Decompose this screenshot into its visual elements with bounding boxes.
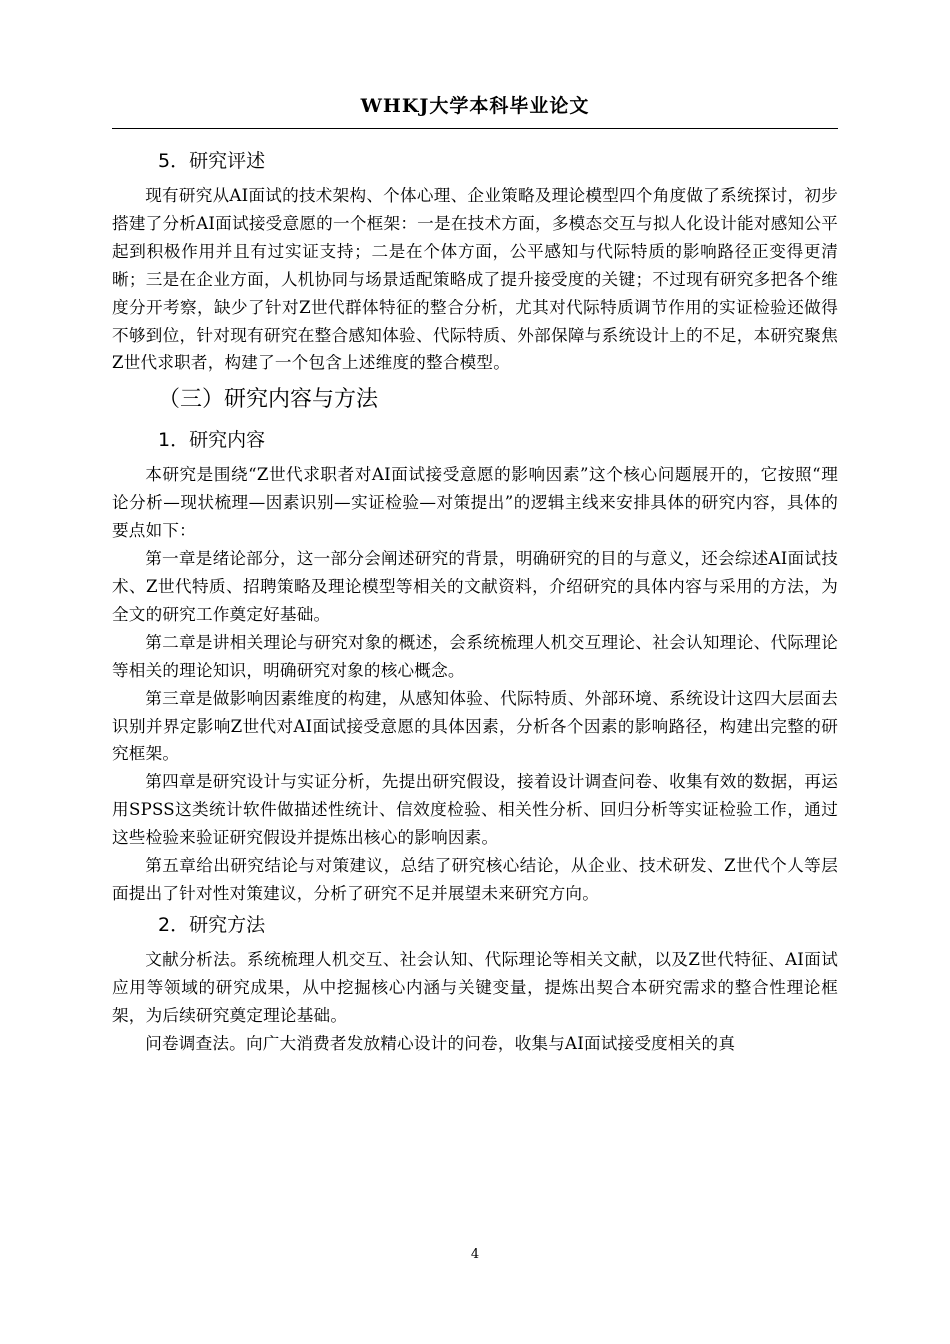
paragraph-questionnaire-method: 问卷调查法。向广大消费者发放精心设计的问卷，收集与AI面试接受度相关的真 xyxy=(145,1033,736,1053)
section-heading-research-content: 1．研究内容 xyxy=(158,429,266,452)
paragraph-chapter-3: 第三章是做影响因素维度的构建，从感知体验、代际特质、外部环境、系统设计这四大层面去识别并界定影响Z世代对AI面试接受意愿的具体因素，分析各个因素的影响路径，构建出完整的研究框架。 xyxy=(112,688,838,764)
page-number: 4 xyxy=(470,1247,480,1262)
paragraph-chapter-1: 第一章是绪论部分，这一部分会阐述研究的背景，明确研究的目的与意义，还会综述AI面试技术、Z世代特质、招聘策略及理论模型等相关的文献资料，介绍研究的具体内容与采用的方法，为全文的研究工作奠定好基础。 xyxy=(112,549,838,624)
running-header: WHKJ大学本科毕业论文 xyxy=(360,95,590,117)
paragraph-research-review: 现有研究从AI面试的技术架构、个体心理、企业策略及理论模型四个角度做了系统探讨，初步搭建了分析AI面试接受意愿的一个框架：一是在技术方面，多模态交互与拟人化设计能对感知公平起到积极作用并且有过实证支持；二是在个体方面，公平感知与代际特质的影响路径正变得更清晰；三是在企业方面，人机协同与场景适配策略成了提升接受度的关键；不过现有研究多把各个维度分开考察，缺少了针对Z世代群体特征的整合分析，尤其对代际特质调节作用的实证检验还做得不够到位，针对现有研究在整合感知体验、代际特质、外部保障与系统设计上的不足，本研究聚焦Z世代求职者，构建了一个包含上述维度的整合模型。 xyxy=(112,186,838,373)
paragraph-literature-method: 文献分析法。系统梳理人机交互、社会认知、代际理论等相关文献，以及Z世代特征、AI面试应用等领域的研究成果，从中挖掘核心内涵与关键变量，提炼出契合本研究需求的整合性理论框架，为后续研究奠定理论基础。 xyxy=(112,949,838,1025)
section-heading-research-review: 5．研究评述 xyxy=(158,150,266,172)
section-heading-research-methods: 2．研究方法 xyxy=(158,913,266,936)
part-heading-content-and-methods: （三）研究内容与方法 xyxy=(158,387,379,413)
paragraph-chapter-5: 第五章给出研究结论与对策建议，总结了研究核心结论，从企业、技术研发、Z世代个人等层面提出了针对性对策建议，分析了研究不足并展望未来研究方向。 xyxy=(112,856,838,903)
paragraph-chapter-4: 第四章是研究设计与实证分析，先提出研究假设，接着设计调查问卷、收集有效的数据，再运用SPSS这类统计软件做描述性统计、信效度检验、相关性分析、回归分析等实证检验工作，通过这些检验来验证研究假设并提炼出核心的影响因素。 xyxy=(112,772,838,848)
header-rule xyxy=(112,128,838,129)
page-body xyxy=(112,144,838,1057)
paragraph-chapter-2: 第二章是讲相关理论与研究对象的概述，会系统梳理人机交互理论、社会认知理论、代际理论等相关的理论知识，明确研究对象的核心概念。 xyxy=(112,632,838,680)
paragraph-content-intro: 本研究是围绕“Z世代求职者对AI面试接受意愿的影响因素”这个核心问题展开的，它按照“理论分析—现状梳理—因素识别—实证检验—对策提出”的逻辑主线来安排具体的研究内容，具体的要点如下： xyxy=(112,465,838,541)
